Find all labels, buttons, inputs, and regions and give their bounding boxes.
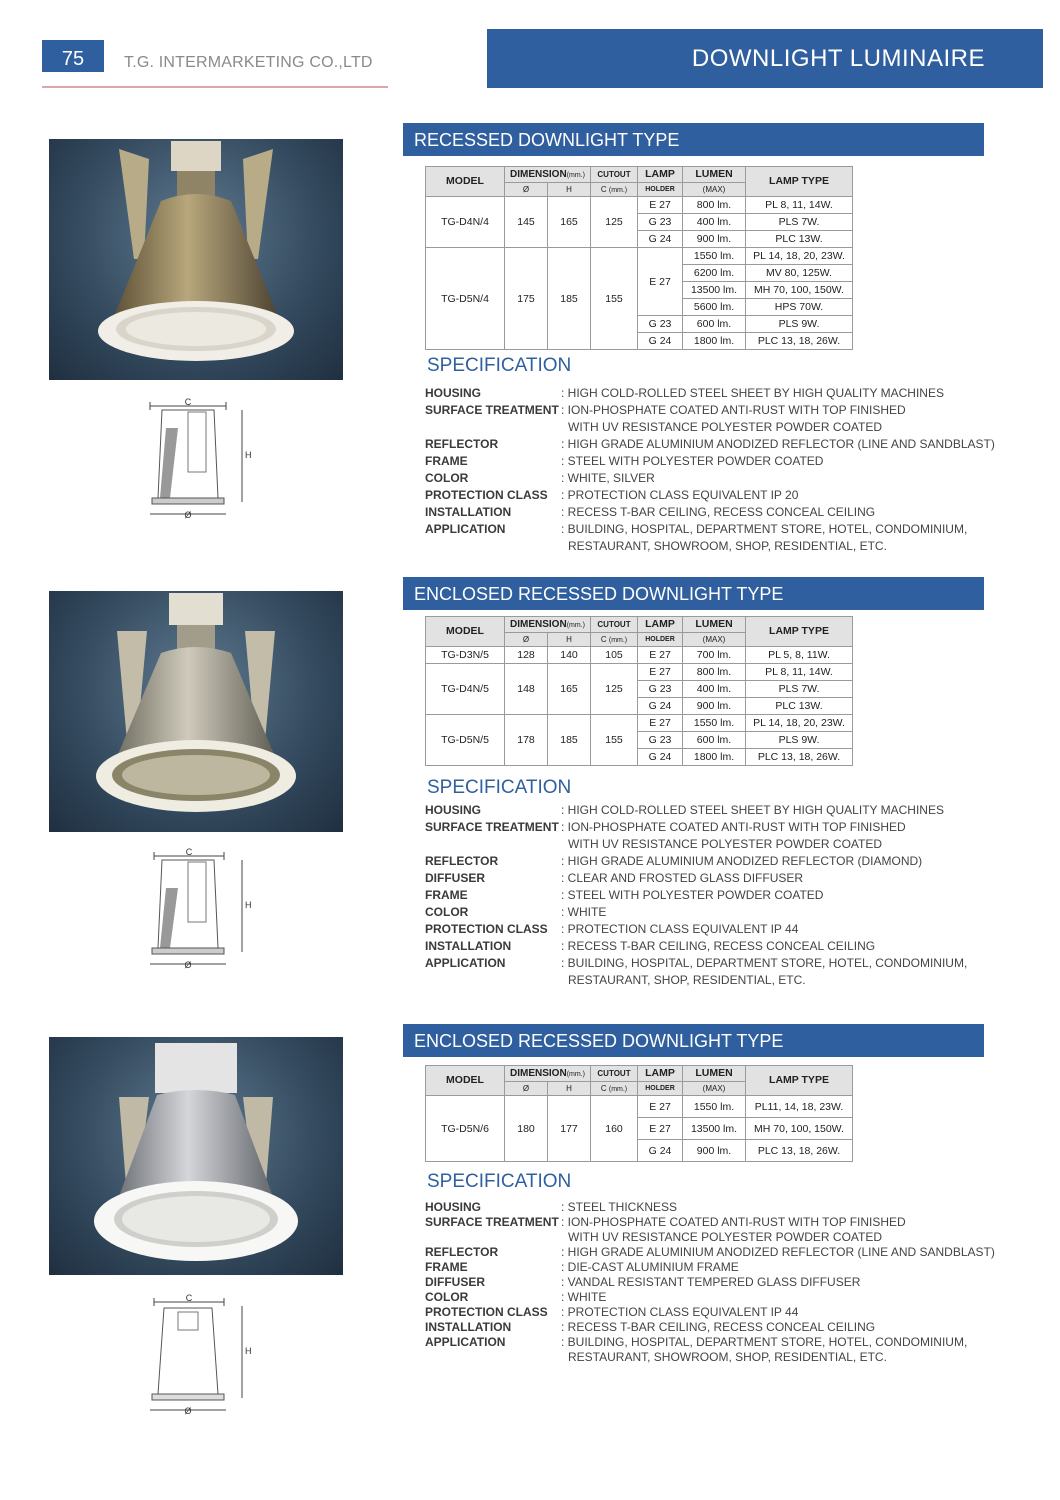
col-cutout-sub: C (mm.) [591,183,638,197]
product-photo [49,139,343,380]
spec-row: COLOR : WHITE, SILVER [425,471,655,485]
col-lumen-sub: (MAX) [683,1082,746,1096]
diagram-label-c: C [185,1293,193,1303]
col-holder: HOLDER [638,1082,683,1096]
product-photo [49,591,343,832]
spec-list [425,385,995,555]
col-diameter: Ø [505,633,548,647]
spec-row: REFLECTOR : HIGH GRADE ALUMINIUM ANODIZED REFLECTOR (LINE AND SANDBLAST) [425,1245,995,1259]
spec-row: HOUSING : STEEL THICKNESS [425,1200,678,1214]
spec-row: HOUSING : HIGH COLD-ROLLED STEEL SHEET BY HIGH QUALITY MACHINES [425,803,944,817]
spec-row: INSTALLATION : RECESS T-BAR CEILING, RECESS CONCEAL CEILING [425,939,876,953]
table-row: G 24 1800 lm. PLC 13, 18, 26W. [426,749,853,766]
diagram-label-d: Ø [184,510,192,520]
col-holder: HOLDER [638,633,683,647]
table-row: G 24 1800 lm. PLC 13, 18, 26W. [426,333,853,350]
spec-row: INSTALLATION : RECESS T-BAR CEILING, RECESS CONCEAL CEILING [425,1320,876,1334]
table-row: 6200 lm. MV 80, 125W. [426,265,853,282]
spec-row: APPLICATION : BUILDING, HOSPITAL, DEPARTMENT STORE, HOTEL, CONDOMINIUM, RESTAURANT, SHOWROOM, SHOP, RESIDENTIAL, ETC. [425,522,968,553]
spec-row: DIFFUSER : VANDAL RESISTANT TEMPERED GLASS DIFFUSER [425,1275,861,1289]
spec-heading: SPECIFICATION [427,777,572,798]
table-row: G 24 900 lm. PLC 13W. [426,698,853,715]
spec-row: SURFACE TREATMENT : ION-PHOSPHATE COATED ANTI-RUST WITH TOP FINISHED WITH UV RESISTANCE POLYESTER POWDER COATED [425,820,906,851]
col-diameter: Ø [505,1082,548,1096]
table-row: 5600 lm. HPS 70W. [426,299,853,316]
col-cutout: CUTOUT [591,1066,638,1082]
dimension-diagram [148,1293,252,1416]
col-holder: HOLDER [638,183,683,197]
col-height: H [548,633,591,647]
product-photo [49,1037,343,1275]
diagram-label-h: H [245,1346,252,1356]
col-lumen: LUMEN [683,1066,746,1082]
diagram-label-c: C [185,847,193,857]
col-model: MODEL [426,167,505,197]
product-table [425,616,853,766]
col-model: MODEL [426,617,505,647]
col-dimension: DIMENSION(mm.) [505,167,591,183]
table-row: E 27 13500 lm. MH 70, 100, 150W. [426,1118,853,1140]
spec-row: COLOR : WHITE [425,1290,607,1304]
spec-row: INSTALLATION : RECESS T-BAR CEILING, RECESS CONCEAL CEILING [425,505,876,519]
spec-list [425,1200,995,1365]
section-title: RECESSED DOWNLIGHT TYPE [403,123,984,156]
col-height: H [548,183,591,197]
spec-row: APPLICATION : BUILDING, HOSPITAL, DEPARTMENT STORE, HOTEL, CONDOMINIUM, RESTAURANT, SHOP, RESIDENTIAL, ETC. [425,956,968,987]
diagram-label-d: Ø [184,1406,192,1416]
table-row: TG-D4N/4 145 165 125 E 27 800 lm. PL 8, 11, 14W. [426,197,853,214]
table-row: TG-D5N/5 178 185 155 E 27 1550 lm. PL 14, 18, 20, 23W. [426,715,853,732]
diagram-label-d: Ø [184,960,192,970]
product-table [425,1065,853,1162]
spec-heading: SPECIFICATION [427,1171,572,1192]
col-height: H [548,1082,591,1096]
col-diameter: Ø [505,183,548,197]
spec-row: FRAME : STEEL WITH POLYESTER POWDER COATED [425,454,824,468]
table-row: TG-D5N/4 175 185 155 E 27 1550 lm. PL 14, 18, 20, 23W. [426,248,853,265]
col-lumen: LUMEN [683,617,746,633]
table-row: 13500 lm. MH 70, 100, 150W. [426,282,853,299]
diagram-label-c: C [184,397,192,407]
dimension-diagram [148,397,252,520]
spec-row: FRAME : DIE-CAST ALUMINIUM FRAME [425,1260,739,1274]
col-lamp-type: LAMP TYPE [746,617,853,647]
col-cutout-sub: C (mm.) [591,633,638,647]
spec-row: DIFFUSER : CLEAR AND FROSTED GLASS DIFFUSER [425,871,804,885]
table-row: G 23 400 lm. PLS 7W. [426,681,853,698]
spec-row: APPLICATION : BUILDING, HOSPITAL, DEPARTMENT STORE, HOTEL, CONDOMINIUM, RESTAURANT, SHOWROOM, SHOP, RESIDENTIAL, ETC. [425,1335,968,1364]
header-divider [42,86,388,88]
spec-row: COLOR : WHITE [425,905,607,919]
product-table [425,166,853,350]
col-lumen: LUMEN [683,167,746,183]
spec-row: FRAME : STEEL WITH POLYESTER POWDER COATED [425,888,824,902]
diagram-label-h: H [245,450,252,460]
col-lamp-type: LAMP TYPE [746,167,853,197]
col-lumen-sub: (MAX) [683,183,746,197]
col-lamp: LAMP [638,167,683,183]
spec-row: PROTECTION CLASS : PROTECTION CLASS EQUIVALENT IP 44 [425,922,799,936]
table-row: G 24 900 lm. PLC 13, 18, 26W. [426,1140,853,1162]
company-name: T.G. INTERMARKETING CO.,LTD [124,54,373,71]
spec-row: SURFACE TREATMENT : ION-PHOSPHATE COATED ANTI-RUST WITH TOP FINISHED WITH UV RESISTANCE POLYESTER POWDER COATED [425,403,906,434]
col-lamp-type: LAMP TYPE [746,1066,853,1096]
page-number: 75 [42,40,104,72]
spec-row: SURFACE TREATMENT : ION-PHOSPHATE COATED ANTI-RUST WITH TOP FINISHED WITH UV RESISTANCE POLYESTER POWDER COATED [425,1215,906,1244]
table-row: TG-D3N/5 128 140 105 E 27 700 lm. PL 5, 8, 11W. [426,647,853,664]
section-title: ENCLOSED RECESSED DOWNLIGHT TYPE [403,577,984,610]
spec-row: REFLECTOR : HIGH GRADE ALUMINIUM ANODIZED REFLECTOR (LINE AND SANDBLAST) [425,437,995,451]
table-row: TG-D5N/6 180 177 160 E 27 1550 lm. PL11, 14, 18, 23W. [426,1096,853,1118]
spec-heading: SPECIFICATION [427,355,572,376]
table-row: G 23 600 lm. PLS 9W. [426,316,853,333]
page-title: DOWNLIGHT LUMINAIRE [691,45,985,72]
dimension-diagram [148,847,252,970]
table-row: G 23 400 lm. PLS 7W. [426,214,853,231]
col-lamp: LAMP [638,1066,683,1082]
spec-row: PROTECTION CLASS : PROTECTION CLASS EQUIVALENT IP 44 [425,1305,799,1319]
col-cutout-sub: C (mm.) [591,1082,638,1096]
col-lamp: LAMP [638,617,683,633]
col-lumen-sub: (MAX) [683,633,746,647]
col-cutout: CUTOUT [591,167,638,183]
col-cutout: CUTOUT [591,617,638,633]
table-row: G 23 600 lm. PLS 9W. [426,732,853,749]
table-row: G 24 900 lm. PLC 13W. [426,231,853,248]
title-banner [487,29,1043,88]
diagram-label-h: H [245,900,252,910]
spec-row: PROTECTION CLASS : PROTECTION CLASS EQUIVALENT IP 20 [425,488,799,502]
col-dimension: DIMENSION(mm.) [505,617,591,633]
spec-row: HOUSING : HIGH COLD-ROLLED STEEL SHEET BY HIGH QUALITY MACHINES [425,386,944,400]
spec-list [425,802,967,989]
section-title: ENCLOSED RECESSED DOWNLIGHT TYPE [403,1024,984,1057]
spec-row: REFLECTOR : HIGH GRADE ALUMINIUM ANODIZED REFLECTOR (DIAMOND) [425,854,923,868]
table-row: TG-D4N/5 148 165 125 E 27 800 lm. PL 8, 11, 14W. [426,664,853,681]
col-dimension: DIMENSION(mm.) [505,1066,591,1082]
col-model: MODEL [426,1066,505,1096]
